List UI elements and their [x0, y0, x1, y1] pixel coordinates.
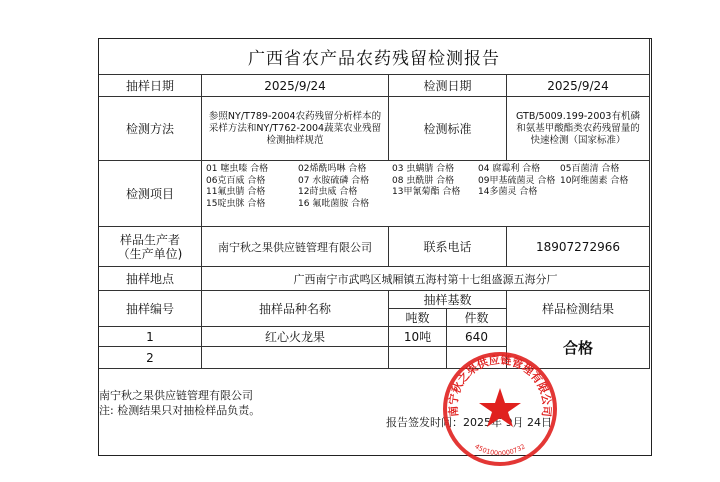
row1-name: 红心火龙果	[202, 327, 389, 347]
row1-tons: 10吨	[389, 327, 447, 347]
item-entry: 14多菌灵 合格	[478, 187, 538, 197]
test-date-value: 2025/9/24	[507, 75, 650, 97]
sampling-date-label: 抽样日期	[99, 75, 202, 97]
report-title: 广西省农产品农药残留检测报告	[99, 39, 650, 75]
items-row	[206, 199, 377, 211]
producer-label: 样品生产者 （生产单位)	[99, 227, 202, 267]
seal-text: 南宁秋之果供应链管理有限公司	[446, 353, 554, 418]
row1-pieces: 640	[447, 327, 507, 347]
item-entry: 02烯酰吗啉 合格	[298, 164, 367, 174]
item-entry: 11氟虫腈 合格	[206, 187, 266, 197]
col-tons: 吨数	[389, 309, 447, 327]
item-entry: 13甲氰菊酯 合格	[392, 187, 461, 197]
item-entry: 06克百威 合格	[206, 175, 266, 186]
phone-value: 18907272966	[507, 227, 650, 267]
location-label: 抽样地点	[99, 267, 202, 291]
col-sample-no: 抽样编号	[99, 291, 202, 327]
seal-star-icon	[479, 388, 521, 427]
item-entry: 04 腐霉利 合格	[478, 164, 541, 174]
standard-label: 检测标准	[389, 97, 507, 161]
sampling-date-value: 2025/9/24	[202, 75, 389, 97]
row2-no: 2	[99, 347, 202, 369]
items-row	[206, 164, 627, 176]
footer-note: 注: 检测结果只对抽检样品负责。	[99, 404, 261, 417]
location-value: 广西南宁市武鸣区城厢镇五海村第十七组盛源五海分厂	[202, 267, 650, 291]
item-entry: 07 水胺硫磷 合格	[298, 175, 370, 186]
result-value: 合格	[507, 327, 650, 369]
producer-value: 南宁秋之果供应链管理有限公司	[202, 227, 389, 267]
items-list	[202, 161, 650, 227]
col-sample-base: 抽样基数	[389, 291, 507, 309]
items-row	[206, 176, 636, 188]
item-entry: 03 虫螨腈 合格	[392, 164, 455, 174]
test-date-label: 检测日期	[389, 75, 507, 97]
item-entry: 05百菌清 合格	[560, 164, 620, 174]
item-entry: 08 虫酰肼 合格	[392, 175, 455, 186]
item-entry: 16 氟吡菌胺 合格	[298, 198, 370, 209]
items-row	[206, 187, 545, 199]
footer-company: 南宁秋之果供应链管理有限公司	[99, 389, 253, 402]
col-result: 样品检测结果	[507, 291, 650, 327]
row2-tons	[389, 347, 447, 369]
row2-name	[202, 347, 389, 369]
seal-code: 4501000000732	[473, 442, 527, 458]
issue-date: 报告签发时间：2025年 9月 24日	[386, 416, 552, 429]
item-entry: 12莳虫威 合格	[298, 187, 358, 197]
standard-value: GTB/5009.199-2003有机磷和氨基甲酸酯类农药残留量的快速检测（国家标准）	[507, 97, 650, 161]
item-entry: 01 噻虫嗪 合格	[206, 164, 269, 174]
svg-text:4501000000732	[473, 442, 526, 457]
row1-no: 1	[99, 327, 202, 347]
method-value: 参照NY/T789-2004农药残留分析样本的采样方法和NY/T762-2004蔬菜农业残留检测抽样规范	[202, 97, 389, 161]
item-entry: 10阿维菌素 合格	[560, 175, 629, 186]
item-entry: 09甲基硫菌灵 合格	[478, 175, 556, 186]
col-pieces: 件数	[447, 309, 507, 327]
company-seal	[441, 350, 559, 468]
phone-label: 联系电话	[389, 227, 507, 267]
items-label: 检测项目	[99, 161, 202, 227]
method-label: 检测方法	[99, 97, 202, 161]
col-sample-name: 抽样品种名称	[202, 291, 389, 327]
item-entry: 15啶虫脒 合格	[206, 198, 266, 209]
